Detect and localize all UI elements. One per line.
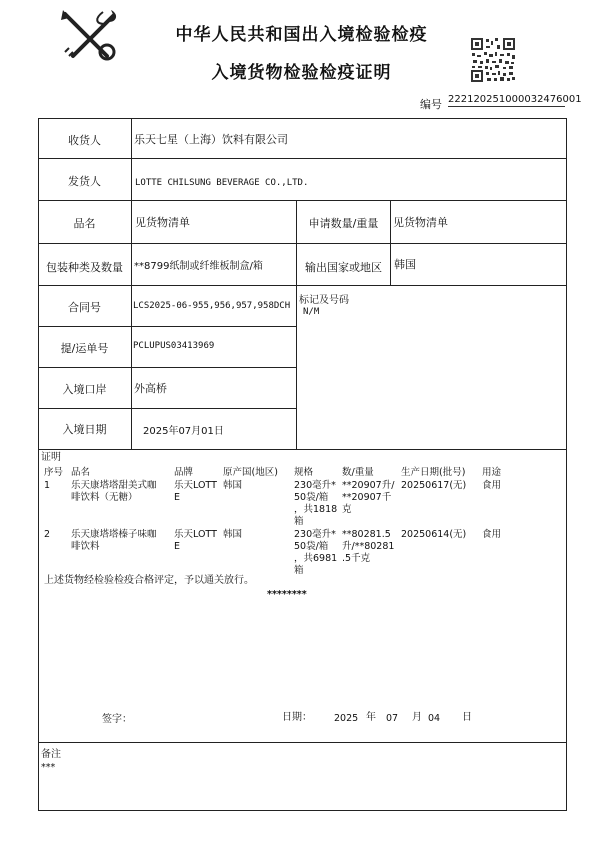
clearance-statement: 上述货物经检验检疫合格评定，予以通关放行。 (44, 575, 254, 586)
grid-line (38, 367, 296, 368)
row-spec-line4: 箱 (294, 516, 304, 527)
document-title-line2: 入境货物检验检疫证明 (211, 63, 392, 83)
row-no: 2 (44, 529, 51, 540)
product-name-value: 见货物清单 (135, 216, 190, 229)
row-qty-line3: .5千克 (342, 553, 371, 564)
marks-value: N/M (303, 307, 320, 317)
col-header-qty: 数/重量 (342, 467, 374, 478)
col-header-name: 品名 (71, 467, 91, 478)
packing-label: 包装种类及数量 (46, 261, 123, 274)
row-brand-line1: 乐天LOTT (174, 480, 217, 491)
packing-value: **8799纸制或纤维板制盒/箱 (134, 261, 263, 272)
product-name-label: 品名 (73, 217, 96, 230)
date-day-unit: 日 (462, 712, 472, 723)
col-header-prod-date: 生产日期(批号) (401, 467, 466, 478)
row-qty-line3: 克 (342, 504, 352, 515)
row-spec-line3: ，共6981 (294, 553, 338, 564)
row-name-line2: 啡饮料 (71, 541, 100, 552)
row-qty-line2: 升/**80281 (342, 541, 395, 552)
col-header-spec: 规格 (294, 467, 314, 478)
entry-port-label: 入境口岸 (62, 383, 107, 396)
grid-line (38, 200, 567, 201)
row-prod-date: 20250617(无) (401, 480, 467, 491)
row-use: 食用 (482, 480, 502, 491)
row-brand-line1: 乐天LOTT (174, 529, 217, 540)
grid-line (38, 158, 567, 159)
row-name-line1: 乐天康塔塔榛子味咖 (71, 529, 157, 540)
row-qty-line1: **20907升/ (342, 480, 395, 491)
row-use: 食用 (482, 529, 502, 540)
grid-line (38, 449, 567, 450)
date-month: 07 (386, 713, 399, 724)
quantity-value: 见货物清单 (393, 216, 448, 229)
consignor-label: 发货人 (68, 175, 101, 188)
grid-line (390, 200, 391, 286)
grid-line (38, 326, 296, 327)
row-spec-line3: ，共1818 (294, 504, 338, 515)
entry-date-label: 入境日期 (62, 423, 107, 436)
serial-number-label: 编号 (420, 98, 442, 111)
col-header-no: 序号 (44, 467, 64, 478)
row-brand-line2: E (174, 492, 181, 503)
grid-line (38, 742, 567, 743)
entry-port-value: 外高桥 (134, 382, 167, 395)
grid-line (38, 408, 296, 409)
date-month-unit: 月 (412, 712, 422, 723)
grid-line (38, 243, 567, 244)
grid-line (38, 118, 567, 119)
row-qty-line2: **20907千 (342, 492, 392, 503)
remarks-label: 备注 (41, 749, 61, 760)
row-origin: 韩国 (223, 529, 243, 540)
row-name-line1: 乐天康塔塔甜美式咖 (71, 480, 157, 491)
date-year-unit: 年 (366, 712, 376, 723)
quantity-label: 申请数量/重量 (308, 217, 379, 230)
origin-country-value: 韩国 (394, 258, 416, 271)
certificate-section-label: 证明 (41, 452, 61, 463)
col-header-origin: 原产国(地区) (223, 467, 278, 478)
date-year: 2025 (334, 713, 359, 724)
document-title-line1: 中华人民共和国出入境检验检疫 (175, 25, 428, 45)
row-spec-line1: 230毫升* (294, 480, 336, 491)
row-name-line2: 啡饮料（无糖） (71, 492, 138, 503)
contract-no-label: 合同号 (68, 301, 101, 314)
signature-label: 签字： (102, 714, 132, 725)
row-prod-date: 20250614(无) (401, 529, 467, 540)
stars-separator: ******** (267, 589, 307, 600)
consignor-value: LOTTE CHILSUNG BEVERAGE CO.,LTD. (135, 178, 309, 188)
grid-line (296, 200, 297, 450)
marks-label: 标记及号码 (299, 295, 349, 306)
row-brand-line2: E (174, 541, 181, 552)
entry-date-value: 2025年07月01日 (143, 426, 224, 437)
date-day: 04 (428, 713, 441, 724)
row-spec-line2: 50袋/箱 (294, 541, 329, 552)
col-header-use: 用途 (482, 467, 502, 478)
grid-line (38, 810, 567, 811)
row-qty-line1: **80281.5 (342, 529, 391, 540)
row-spec-line4: 箱 (294, 565, 304, 576)
origin-country-label: 输出国家或地区 (305, 261, 382, 274)
row-origin: 韩国 (223, 480, 243, 491)
grid-line (38, 285, 567, 286)
bill-of-lading-label: 提/运单号 (60, 342, 109, 355)
consignee-label: 收货人 (68, 134, 101, 147)
bill-of-lading-value: PCLUPUS03413969 (133, 341, 215, 351)
serial-number-value: 222120251000032476001 (448, 94, 582, 105)
grid-line (131, 118, 132, 450)
row-spec-line2: 50袋/箱 (294, 492, 329, 503)
col-header-brand: 品牌 (174, 467, 194, 478)
date-label: 日期： (282, 712, 312, 723)
remarks-value: *** (41, 762, 56, 773)
consignee-value: 乐天七星（上海）饮料有限公司 (134, 133, 288, 146)
contract-no-value: LCS2025-06-955,956,957,958DCH (133, 301, 291, 311)
row-spec-line1: 230毫升* (294, 529, 336, 540)
grid-line (566, 118, 567, 811)
row-no: 1 (44, 480, 51, 491)
